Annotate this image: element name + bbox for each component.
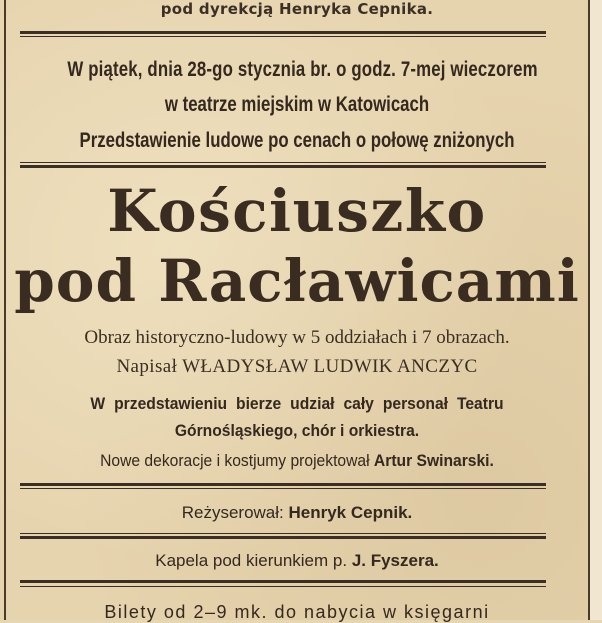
- divider-rule-thin: [20, 586, 546, 587]
- divider-rule-thin: [20, 36, 546, 37]
- decor-line: [33, 451, 561, 471]
- decor-designer-name: Artur Swinarski.: [373, 451, 494, 470]
- divider-rule: [20, 31, 546, 34]
- play-subtitle: Obraz historyczno-ludowy w 5 oddziałach i 7 obrazach.: [84, 327, 510, 348]
- tickets-line: Bilety od 2–9 mk. do nabycia w księgarni: [104, 602, 490, 622]
- divider-rule: [20, 580, 546, 583]
- divider-rule: [20, 165, 546, 168]
- band-line: [10, 551, 584, 571]
- divider-rule: [20, 483, 546, 486]
- play-title-line2: pod Racławicami: [14, 247, 580, 315]
- band-prefix: Kapela pod kierunkiem p.: [155, 551, 348, 570]
- cast-line-1: W przedstawieniu bierze udział cały personał Teatru: [90, 394, 504, 413]
- folk-performance-line: Przedstawienie ludowe po cenach o połowę zniżonych: [79, 129, 515, 152]
- right-margin: [590, 0, 602, 620]
- cast-line-2: Górnośląskiego, chór i orkiestra.: [174, 421, 420, 440]
- venue-line: w teatrze miejskim w Katowicach: [164, 93, 430, 116]
- divider-rule: [20, 536, 546, 539]
- director-line: [10, 503, 584, 523]
- divider-rule-thin: [20, 533, 546, 534]
- decor-prefix: Nowe dekoracje i kostjumy projektował: [100, 451, 370, 470]
- director-prefix: Reżyserował:: [181, 503, 284, 522]
- band-leader-name: J. Fyszera.: [351, 551, 439, 570]
- play-title-line1: Kościuszko: [107, 177, 487, 245]
- author-line: Napisał WŁADYSŁAW LUDWIK ANCZYC: [116, 356, 478, 377]
- left-column-border: [4, 0, 6, 620]
- divider-rule-thin: [20, 162, 546, 163]
- date-line: W piątek, dnia 28-go stycznia br. o godz. 7-mej wieczorem: [67, 58, 538, 81]
- divider-rule-thin: [20, 488, 546, 489]
- direction-line: pod dyrekcją Henryka Cepnika.: [160, 0, 434, 18]
- director-name: Henryk Cepnik.: [288, 503, 413, 522]
